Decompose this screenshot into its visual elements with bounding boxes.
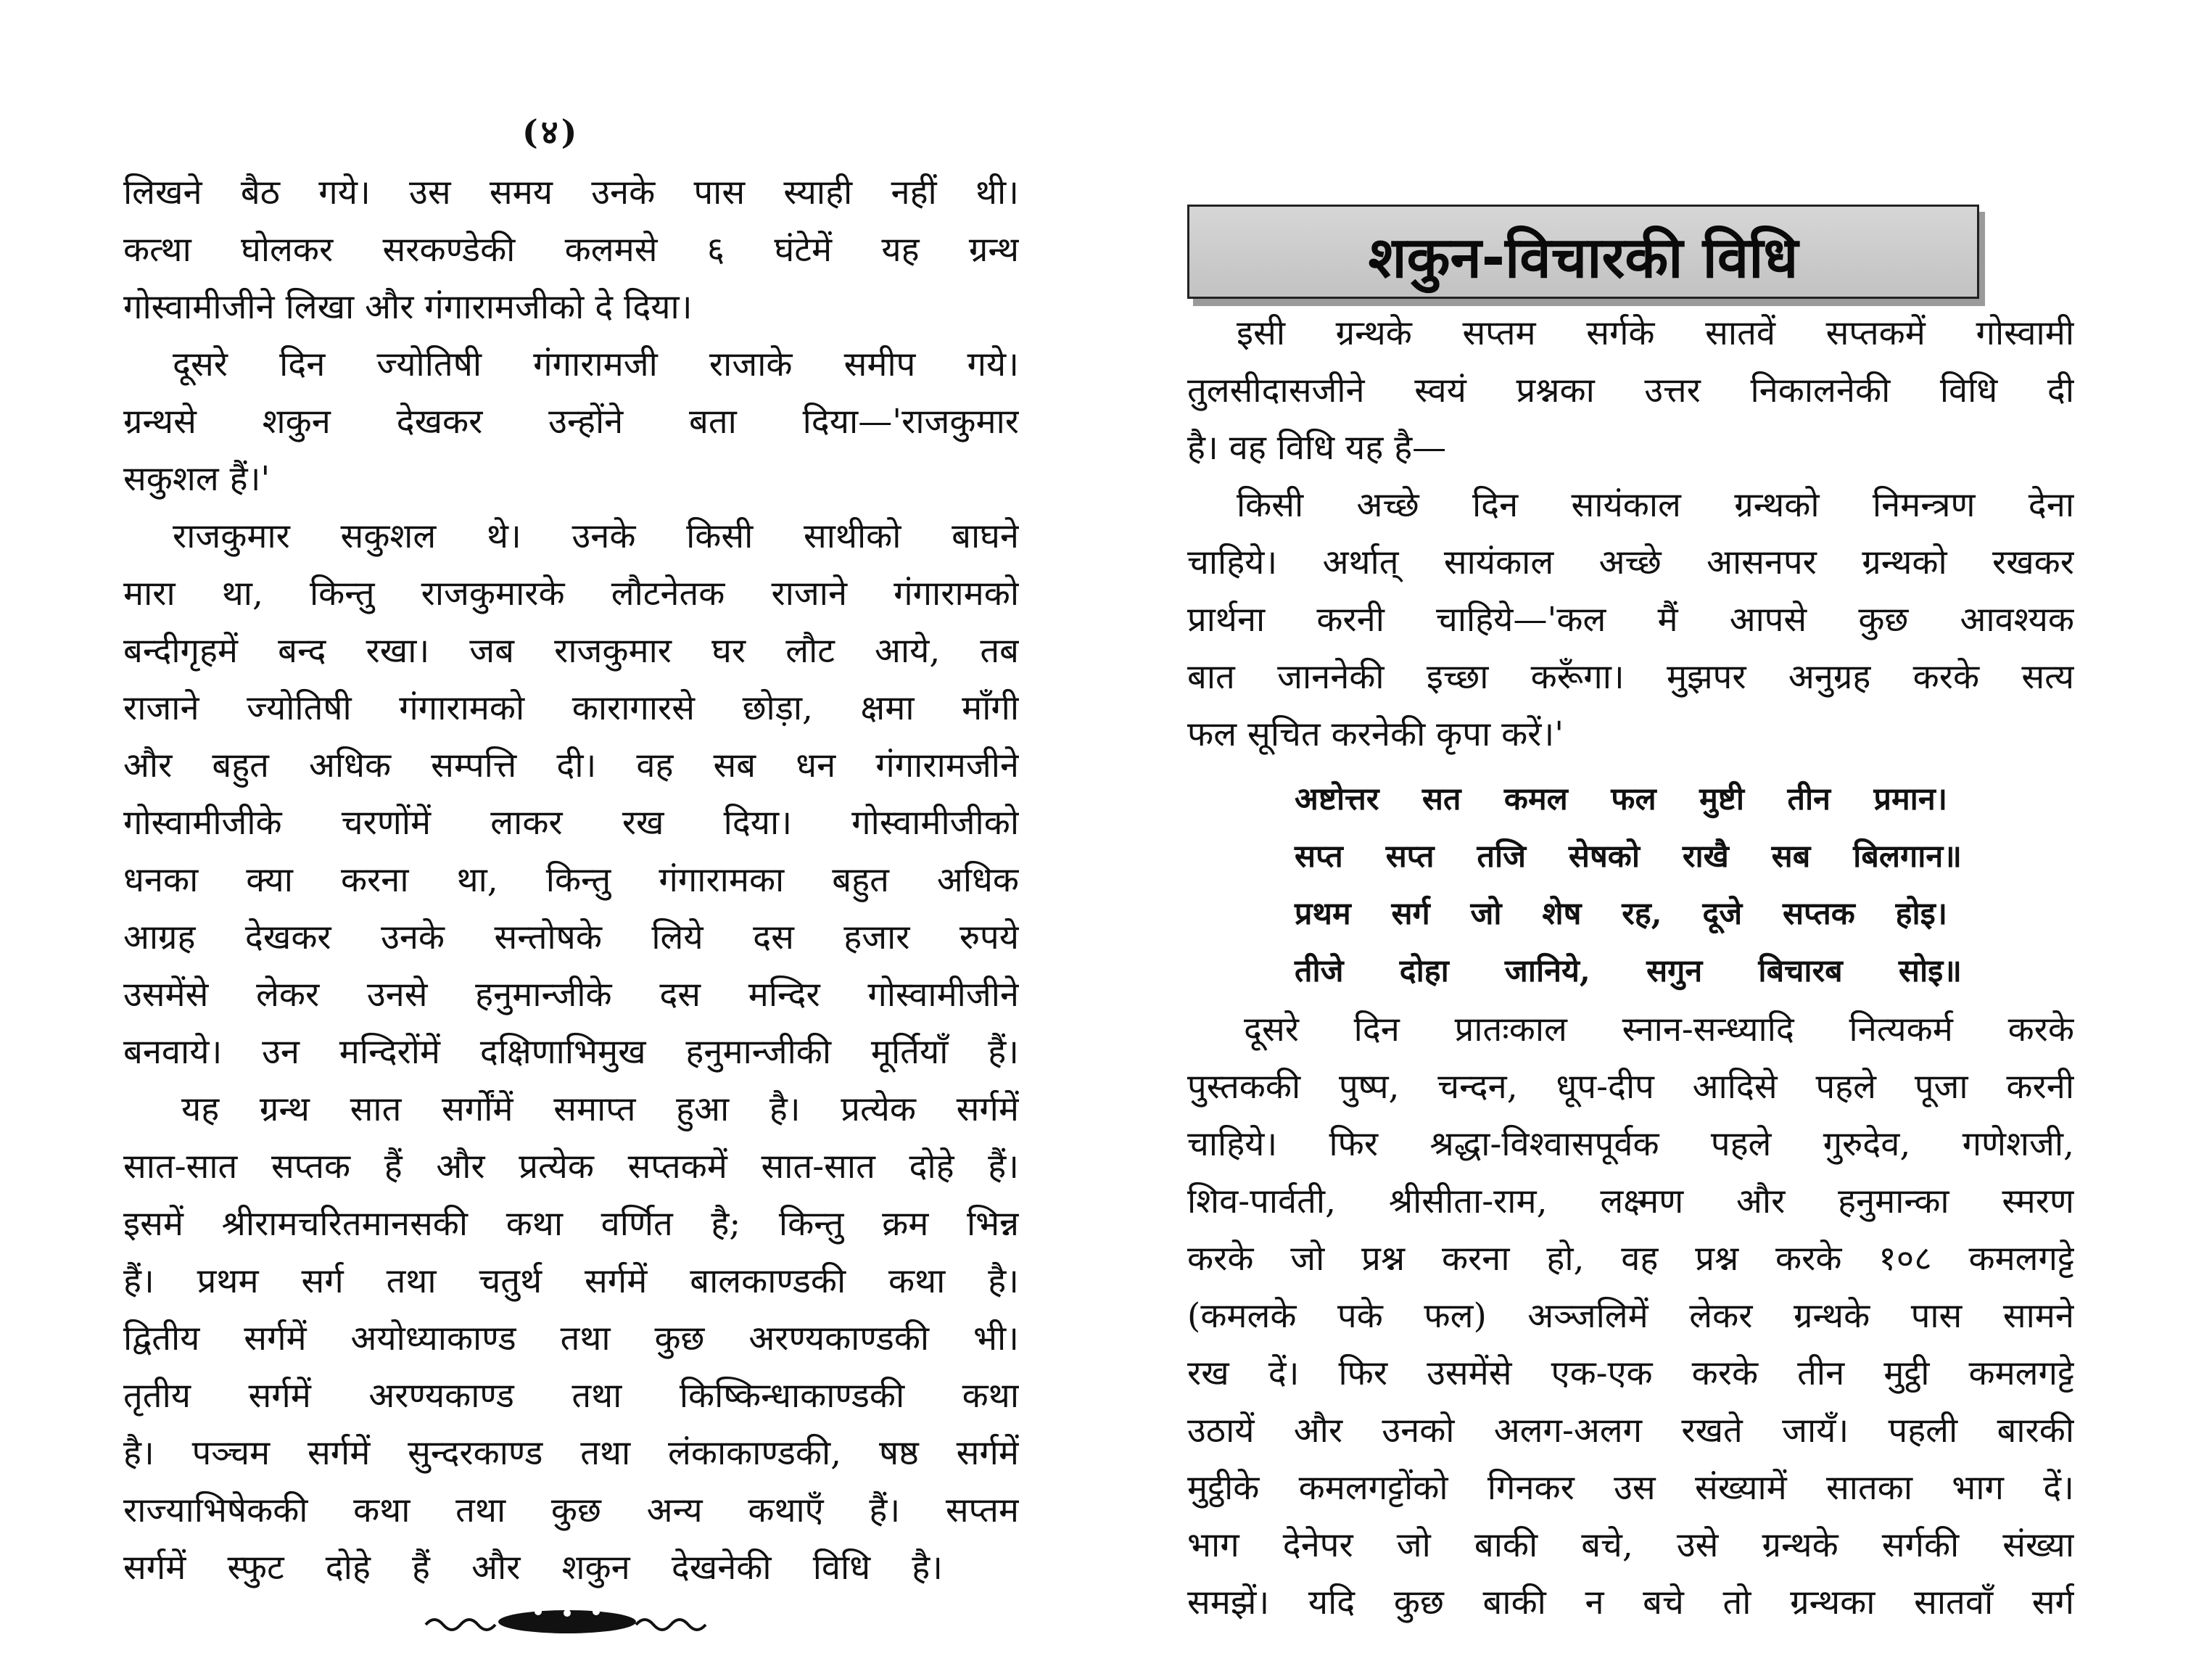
text-line: दूसरे दिन ज्योतिषी गंगारामजी राजाके समीप गये। [173,345,1019,384]
text-line: ग्रन्थसे शकुन देखकर उन्होंने बता दिया—'राजकुमार [123,402,1019,442]
text-line: दूसरे दिन प्रातःकाल स्नान-सन्ध्यादि नित्यकर्म करके [1244,1010,2074,1050]
text-line: बन्दीगृहमें बन्द रखा। जब राजकुमार घर लौट आये, तब [123,631,1019,671]
text-line: तृतीय सर्गमें अरण्यकाण्ड तथा किष्किन्धाकाण्डकी कथा [123,1376,1019,1416]
text-line: इसी ग्रन्थके सप्तम सर्गके सातवें सप्तकमें गोस्वामी [1237,313,2074,353]
text-line: सर्गमें स्फुट दोहे हैं और शकुन देखनेकी विधि है। [123,1548,943,1588]
text-line: बनवाये। उन मन्दिरोंमें दक्षिणाभिमुख हनुमान्जीकी मूर्तियाँ हैं। [123,1032,1019,1072]
text-line: धनका क्या करना था, किन्तु गंगारामका बहुत अधिक [123,860,1019,900]
text-line: लिखने बैठ गये। उस समय उनके पास स्याही नहीं थी। [123,173,1019,213]
text-line: फल सूचित करनेकी कृपा करें।' [1187,714,1564,754]
text-line: सकुशल हैं।' [123,459,271,499]
text-line: (कमलके पके फल) अञ्जलिमें लेकर ग्रन्थके पास सामने [1187,1296,2074,1336]
section-heading-box [1187,205,1979,299]
text-line: मारा था, किन्तु राजकुमारके लौटनेतक राजाने गंगारामको [123,574,1019,614]
text-line: समझें। यदि कुछ बाकी न बचे तो ग्रन्थका सातवाँ सर्ग [1187,1583,2074,1623]
text-line: रख दें। फिर उसमेंसे एक-एक करके तीन मुट्ठी कमलगट्टे [1187,1353,2074,1393]
right-page [1106,0,2212,1674]
text-line: चाहिये। अर्थात् सायंकाल अच्छे आसनपर ग्रन्थको रखकर [1187,543,2074,582]
text-line: भाग देनेपर जो बाकी बचे, उसे ग्रन्थके सर्गकी संख्या [1187,1525,2074,1565]
text-line: हैं। प्रथम सर्ग तथा चतुर्थ सर्गमें बालकाण्डकी कथा है। [123,1261,1019,1301]
text-line: पुस्तककी पुष्प, चन्दन, धूप-दीप आदिसे पहले पूजा करनी [1187,1067,2074,1107]
text-line: इसमें श्रीरामचरितमानसकी कथा वर्णित है; किन्तु क्रम भिन्न [123,1204,1019,1244]
text-line: राजकुमार सकुशल थे। उनके किसी साथीको बाघने [173,516,1019,556]
verse-line: तीजे दोहा जानिये, सगुन बिचारब सोइ॥ [1295,953,1962,989]
text-line: राज्याभिषेककी कथा तथा कुछ अन्य कथाएँ हैं। सप्तम [123,1490,1019,1530]
text-line: सात-सात सप्तक हैं और प्रत्येक सप्तकमें सात-सात दोहे हैं। [123,1147,1019,1187]
text-line: आग्रह देखकर उनके सन्तोषके लिये दस हजार रुपये [123,918,1019,957]
text-line: मुट्ठीके कमलगट्टोंको गिनकर उस संख्यामें सातका भाग दें। [1187,1468,2074,1508]
text-line: बात जाननेकी इच्छा करूँगा। मुझपर अनुग्रह करके सत्य [1187,657,2074,697]
text-line: है। वह विधि यह है— [1187,428,1447,468]
text-line: यह ग्रन्थ सात सर्गोंमें समाप्त हुआ है। प्रत्येक सर्गमें [181,1089,1019,1129]
text-line: किसी अच्छे दिन सायंकाल ग्रन्थको निमन्त्रण देना [1237,485,2074,525]
text-line: कत्था घोलकर सरकण्डेकी कलमसे ६ घंटेमें यह ग्रन्थ [123,230,1019,270]
text-line: उठायें और उनको अलग-अलग रखते जायँ। पहली बारकी [1187,1411,2074,1451]
text-line: द्वितीय सर्गमें अयोध्याकाण्ड तथा कुछ अरण्यकाण्डकी भी। [123,1319,1019,1358]
verse-line: सप्त सप्त तजि सेषको राखै सब बिलगान॥ [1295,838,1962,875]
section-heading: शकुन-विचारकी विधि [1368,226,1799,291]
text-line: शिव-पार्वती, श्रीसीता-राम, लक्ष्मण और हनुमान्का स्मरण [1187,1182,2074,1221]
text-line: करके जो प्रश्न करना हो, वह प्रश्न करके १०८ कमलगट्टे [1187,1239,2074,1279]
verse-line: प्रथम सर्ग जो शेष रह, दूजे सप्तक होइ। [1295,896,1947,932]
text-line: है। पञ्चम सर्गमें सुन्दरकाण्ड तथा लंकाकाण्डकी, षष्ठ सर्गमें [123,1433,1019,1473]
text-line: और बहुत अधिक सम्पत्ति दी। वह सब धन गंगारामजीने [123,746,1019,786]
page-number: (४) [522,112,580,152]
floral-divider-icon [422,1603,712,1639]
text-line: तुलसीदासजीने स्वयं प्रश्नका उत्तर निकालनेकी विधि दी [1187,371,2074,411]
verse-line: अष्टोत्तर सत कमल फल मुष्टी तीन प्रमान। [1295,781,1947,817]
text-line: गोस्वामीजीने लिखा और गंगारामजीको दे दिया। [123,287,693,327]
text-line: चाहिये। फिर श्रद्धा-विश्वासपूर्वक पहले गुरुदेव, गणेशजी, [1187,1124,2074,1164]
text-line: राजाने ज्योतिषी गंगारामको कारागारसे छोड़ा, क्षमा माँगी [123,688,1019,728]
text-line: गोस्वामीजीके चरणोंमें लाकर रख दिया। गोस्वामीजीको [123,803,1019,843]
text-line: प्रार्थना करनी चाहिये—'कल मैं आपसे कुछ आवश्यक [1187,600,2074,640]
text-line: उसमेंसे लेकर उनसे हनुमान्जीके दस मन्दिर गोस्वामीजीने [123,975,1019,1015]
